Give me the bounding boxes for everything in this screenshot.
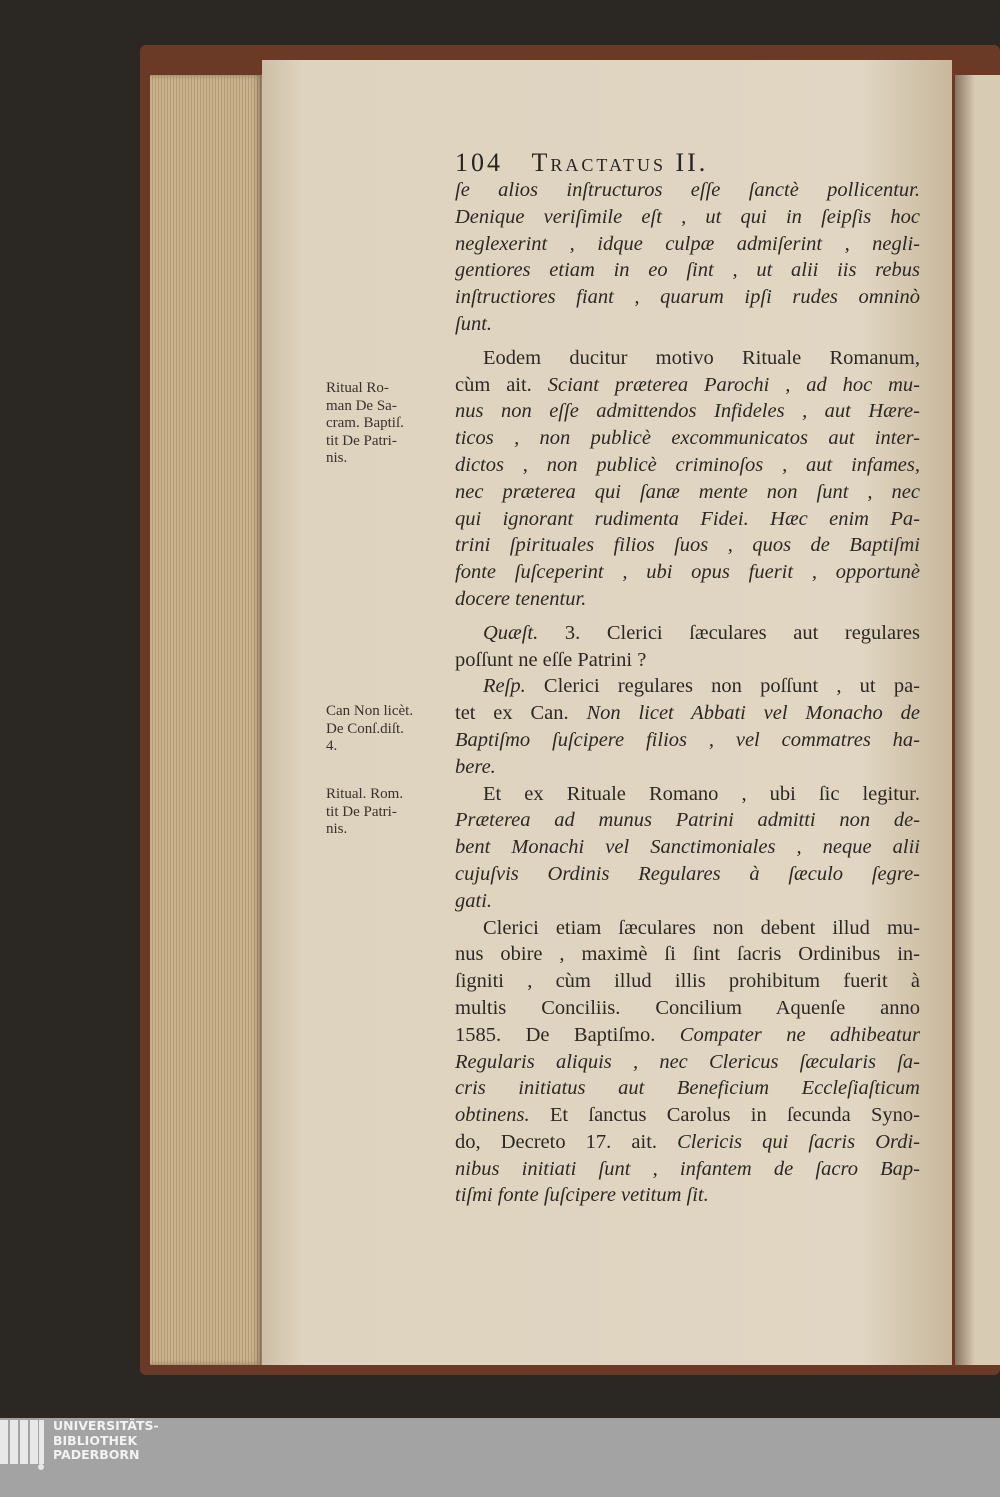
- text-segment: nibus initiati ſunt , infantem de ſacro Bap-: [455, 1157, 920, 1180]
- text-segment: gati.: [455, 889, 493, 912]
- text-line: [455, 1049, 920, 1076]
- text-line: [455, 559, 920, 586]
- text-segment: Baptiſmo ſuſcipere filios , vel commatres ha-: [455, 728, 920, 751]
- margin-note-line: cram. Baptiſ.: [326, 415, 404, 431]
- text-segment: trini ſpirituales filios ſuos , quos de Baptiſmi: [455, 534, 920, 557]
- text-segment: Denique veriſimile eſt , ut qui in ſeipſis hoc: [455, 205, 920, 228]
- text-segment: cris initiatus aut Beneficium Eccleſiaſticum: [455, 1077, 920, 1100]
- logo-line: PADERBORN: [53, 1447, 140, 1462]
- text-line: [455, 915, 920, 942]
- margin-note-line: nis.: [326, 450, 348, 466]
- text-line: [455, 647, 920, 674]
- text-segment: Clericis qui ſacris Ordi-: [677, 1130, 920, 1153]
- text-segment: neglexerint , idque culpæ admiſerint , negli-: [455, 232, 920, 255]
- text-segment: multis Conciliis. Concilium Aquenſe anno: [455, 996, 920, 1019]
- text-segment: cùm ait.: [455, 373, 548, 396]
- logo-line: BIBLIOTHEK: [53, 1432, 138, 1448]
- text-segment: Regularis aliquis , nec Clericus ſæcularis ſa-: [455, 1050, 920, 1073]
- text-segment: 3. Clerici ſæculares aut regulares: [564, 621, 921, 644]
- text-segment: dictos , non publicè criminoſos , aut infames,: [455, 453, 920, 476]
- text-segment: nec præterea qui ſanæ mente non ſunt , nec: [455, 480, 920, 503]
- text-line: [455, 345, 920, 372]
- text-line: [455, 941, 920, 968]
- text-segment: Quæſt.: [483, 621, 565, 644]
- text-line: [455, 311, 920, 338]
- text-segment: Et ex Rituale Romano , ubi ſic legitur.: [483, 782, 920, 805]
- text-line: [455, 1156, 920, 1183]
- margin-note-line: tit De Patri-: [326, 432, 397, 449]
- text-segment: Clerici regulares non poſſunt , ut pa-: [543, 675, 920, 698]
- text-line: [455, 754, 920, 781]
- text-segment: Non licet Abbati vel Monacho de: [586, 702, 920, 725]
- text-line: [455, 1022, 920, 1049]
- margin-note: [326, 703, 446, 756]
- body-text: [455, 177, 920, 1209]
- text-line: [455, 177, 920, 204]
- logo-line: UNIVERSITÄTS-: [53, 1418, 159, 1433]
- text-line: [455, 398, 920, 425]
- text-line: [455, 888, 920, 915]
- text-segment: cujuſvis Ordinis Regulares à ſæculo ſegre-: [455, 862, 920, 885]
- text-line: [455, 204, 920, 231]
- text-line: [455, 452, 920, 479]
- text-segment: poſſunt ne eſſe Patrini ?: [455, 648, 647, 671]
- text-line: [455, 861, 920, 888]
- text-line: [455, 781, 920, 808]
- text-line: [455, 372, 920, 399]
- text-segment: qui ignorant rudimenta Fidei. Hæc enim Pa-: [455, 507, 920, 530]
- text-line: [455, 506, 920, 533]
- text-line: [455, 231, 920, 258]
- text-segment: Sciant præterea Parochi , ad hoc mu-: [547, 373, 920, 396]
- text-segment: bent Monachi vel Sanctimoniales , neque alii: [455, 836, 920, 859]
- page-header: [455, 148, 708, 178]
- text-segment: tet ex Can.: [455, 702, 587, 725]
- text-line: [455, 425, 920, 452]
- page-number: 104: [455, 148, 503, 177]
- text-segment: Præterea ad munus Patrini admitti non de-: [455, 809, 920, 832]
- margin-note-line: nis.: [326, 821, 348, 837]
- text-line: [455, 257, 920, 284]
- text-line: [455, 479, 920, 506]
- text-segment: Reſp.: [483, 675, 544, 698]
- margin-note-line: Can Non licèt.: [326, 703, 414, 719]
- logo-dot: [38, 1464, 44, 1470]
- library-footer: [0, 1418, 1000, 1497]
- text-line: [455, 1182, 920, 1209]
- margin-note: [326, 380, 446, 468]
- text-segment: ſe alios inſtructuros eſſe ſanctè pollicentur.: [455, 179, 920, 201]
- text-line: [455, 700, 920, 727]
- text-segment: gentiores etiam in eo ſint , ut alii iis rebus: [455, 259, 920, 282]
- facing-page: [955, 75, 1000, 1365]
- text-segment: Clerici etiam ſæculares non debent illud mu-: [483, 916, 920, 939]
- margin-note-line: 4.: [326, 738, 338, 754]
- text-line: [455, 620, 920, 647]
- text-line: [455, 1075, 920, 1102]
- text-segment: ſigniti , cùm illud illis prohibitum fuerit à: [455, 970, 920, 993]
- margin-note-line: Ritual. Rom.: [326, 786, 404, 802]
- text-segment: fonte ſuſceperint , ubi opus fuerit , opportunè: [455, 561, 920, 584]
- text-line: [455, 673, 920, 700]
- text-segment: bere.: [455, 755, 496, 778]
- text-segment: inſtructiores fiant , quarum ipſi rudes omninò: [455, 286, 920, 309]
- margin-note-line: Ritual Ro-: [326, 380, 389, 396]
- text-segment: tiſmi fonte ſuſcipere vetitum ſit.: [455, 1184, 709, 1207]
- text-segment: 1585. De Baptiſmo.: [455, 1023, 680, 1046]
- text-line: [455, 834, 920, 861]
- text-segment: Et ſanctus Carolus in ſecunda Syno-: [549, 1104, 920, 1127]
- text-segment: docere tenentur.: [455, 587, 587, 610]
- text-segment: nus non eſſe admittendos Infideles , aut Hære-: [455, 400, 920, 423]
- text-line: [455, 1102, 920, 1129]
- text-segment: nus obire , maximè ſi ſint ſacris Ordinibus in-: [455, 943, 920, 966]
- text-line: [455, 586, 920, 613]
- text-segment: Eodem ducitur motivo Rituale Romanum,: [483, 346, 920, 369]
- margin-note: [326, 786, 446, 839]
- text-segment: ſunt.: [455, 312, 493, 335]
- text-line: [455, 727, 920, 754]
- text-line: [455, 968, 920, 995]
- page-edges: [150, 75, 262, 1365]
- margin-note-line: tit De Patri-: [326, 803, 397, 820]
- running-title: Tractatus II.: [531, 148, 709, 177]
- text-segment: obtinens.: [455, 1104, 550, 1127]
- text-line: [455, 807, 920, 834]
- library-logo-text: [53, 1419, 159, 1463]
- margin-note-line: De Conſ.diſt.: [326, 720, 404, 737]
- text-segment: do, Decreto 17. ait.: [455, 1130, 678, 1153]
- text-segment: Compater ne adhibeatur: [679, 1023, 920, 1046]
- margin-note-line: man De Sa-: [326, 397, 397, 414]
- text-line: [455, 995, 920, 1022]
- text-line: [455, 1129, 920, 1156]
- text-line: [455, 284, 920, 311]
- text-segment: ticos , non publicè excommunicatos aut inter-: [455, 427, 920, 450]
- text-line: [455, 532, 920, 559]
